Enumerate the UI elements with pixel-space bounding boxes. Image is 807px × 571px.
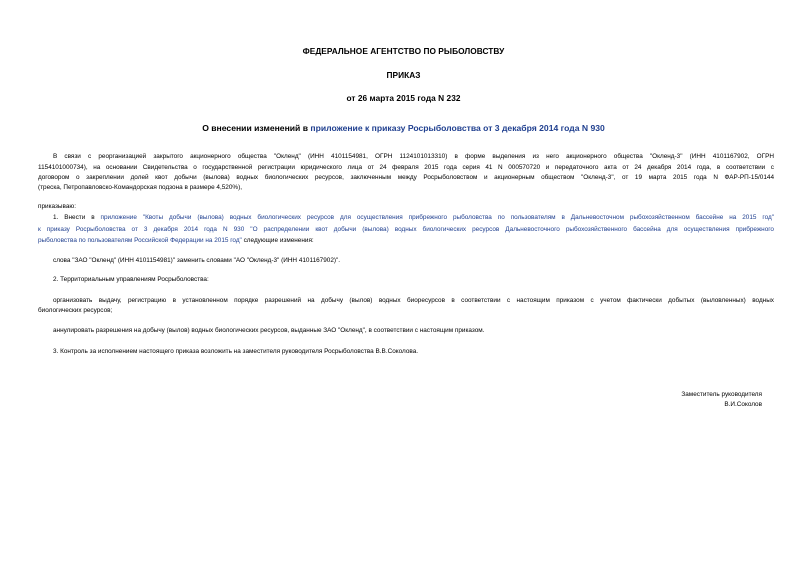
preamble-line-1: В связи с реорганизацией закрытого акционерного общества "Окленд" (ИНН 4101154981, ОГРН 1124101013310) в форме выделения из него акционерного общества "Окленд-3" (ИНН 4101167902, ОГРН [53,153,774,160]
item-2-para-2: аннулировать разрешения на добычу (вылов) водных биологических ресурсов, выданные ЗАО "Окленд", в соответствии с настоящим приказом. [53,327,485,334]
item-1-line-3 [38,237,314,245]
document-type: ПРИКАЗ [386,70,421,80]
item-1-line-1 [53,214,774,222]
item-1-order-link[interactable]: к приказу Росрыболовства от 3 декабря 2014 года N 930 "О распределении квот добычи (вылова) водных биологических ресурсов Дальневосточного рыбохозяйственного бассейна для осуществления прибрежного [38,226,774,233]
item-3-text: 3. Контроль за исполнением настоящего приказа возложить на заместителя руководителя Росрыболовства В.В.Соколова. [53,348,419,355]
preamble-line-2: 1154101000734), на основании Свидетельства о государственной регистрации юридического лица от 24 февраля 2015 года серия 41 N 000570720 и передаточного акта от 24 декабря 2014 года, в соответствии с [38,164,774,171]
subject-prefix: О внесении изменений в [202,123,311,133]
item-1-order-link-end[interactable]: рыболовства по пользователям Российской Федерации на 2015 год" [38,237,242,244]
item-2-text: 2. Территориальным управлениям Росрыболовства: [53,276,209,283]
order-word: приказываю: [38,203,76,210]
item-1-annex-link[interactable]: приложение "Квоты добычи (вылова) водных биологических ресурсов для осуществления прибрежного рыболовства по пользователям в Дальневосточном рыбохозяйственном бассейне на 2015 год" [100,214,774,221]
item-2-para-1-line-1: организовать выдачу, регистрацию в установленном порядке разрешений на добычу (вылов) водных биоресурсов в соответствии с настоящим приказом с учетом фактически добытых (выловленных) водных [53,297,774,304]
item-2-para-1-line-2: биологических ресурсов; [38,307,113,314]
item-1-suffix: следующие изменения: [241,237,314,244]
document-subject [0,123,807,133]
document-date-number: от 26 марта 2015 года N 232 [346,93,461,103]
agency-title: ФЕДЕРАЛЬНОЕ АГЕНТСТВО ПО РЫБОЛОВСТВУ [302,46,505,56]
item-1-prefix: 1. Внести в [53,214,101,221]
signature-name: В.И.Соколов [724,401,762,408]
signature-position: Заместитель руководителя [681,391,762,398]
item-1-change: слова "ЗАО "Окленд" (ИНН 4101154981)" заменить словами "АО "Окленд-3" (ИНН 4101167902)". [53,257,341,264]
preamble-line-4: (треска, Петропавловско-Командорская подзона в размере 4,520%), [38,184,242,191]
preamble-line-3: договором о закреплении долей квот добычи (вылова) водных биологических ресурсов, заключенным между Росрыболовством и акционерным обществом "Окленд-3", от 19 марта 2015 года N ФАР-РП-15/0144 [38,174,774,181]
subject-link[interactable]: приложение к приказу Росрыболовства от 3 декабря 2014 года N 930 [310,123,605,133]
